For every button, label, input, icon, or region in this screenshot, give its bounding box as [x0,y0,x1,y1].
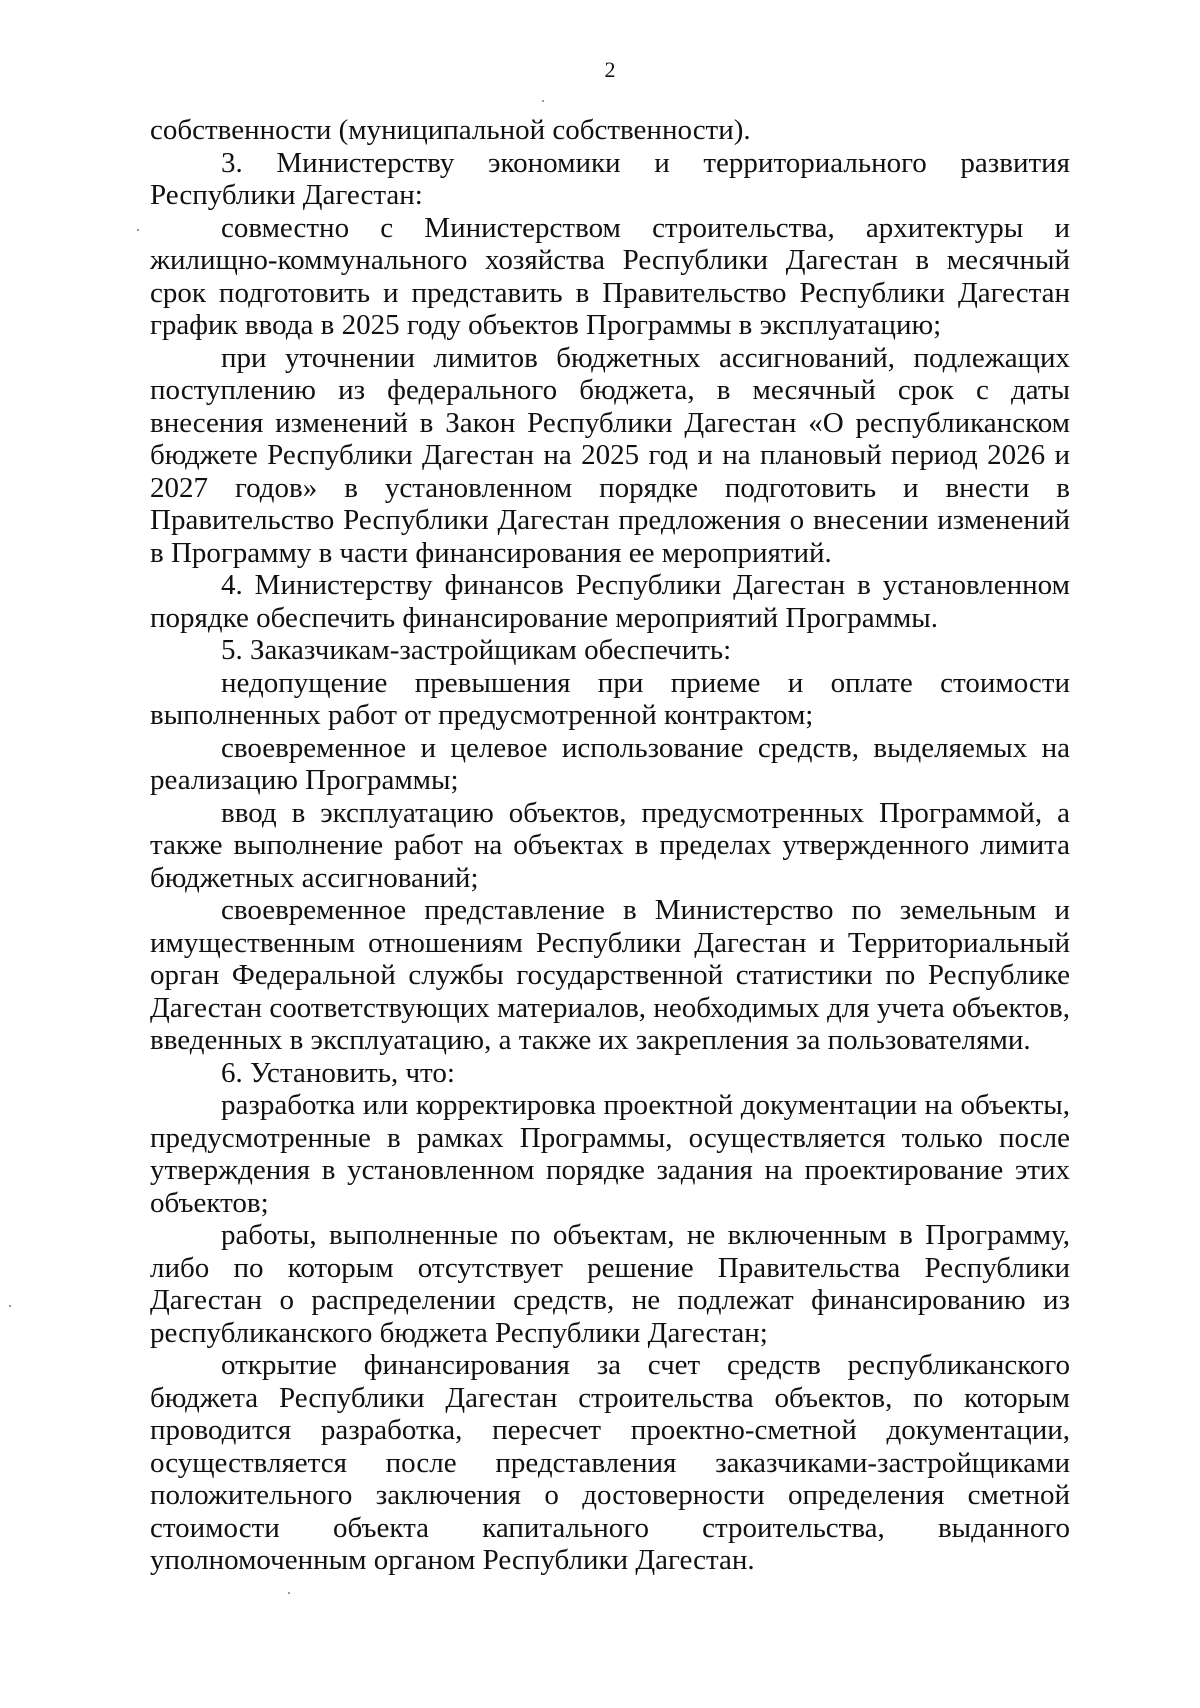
paragraph: ввод в эксплуатацию объектов, предусмотренных Программой, а также выполнение работ на объектах в пределах утвержденного лимита бюджетных ассигнований; [150,796,1070,894]
scan-speck [9,1305,11,1307]
scan-speck [137,229,139,231]
paragraph: разработка или корректировка проектной документации на объекты, предусмотренные в рамках Программы, осуществляется только после утверждения в установленном порядке задания на проектирование этих объектов; [150,1089,1070,1219]
page-number: 2 [604,57,616,82]
paragraph: 6. Установить, что: [221,1056,455,1089]
paragraph: открытие финансирования за счет средств республиканского бюджета Республики Дагестан строительства объектов, по которым проводится разработка, пересчет проектно-сметной документации, осуществляется после представления заказчиками-застройщиками положительного заключения о достоверности определения сметной стоимости объекта капитального строительства, выданного уполномоченным органом Республики Дагестан. [150,1349,1070,1576]
paragraph: 4. Министерству финансов Республики Дагестан в установленном порядке обеспечить финансирование мероприятий Программы. [150,569,1070,634]
paragraph: своевременное представление в Министерство по земельным и имущественным отношениям Республики Дагестан и Территориальный орган Федеральной службы государственной статистики по Республике Дагестан соответствующих материалов, необходимых для учета объектов, введенных в эксплуатацию, а также их закрепления за пользователями. [150,894,1070,1056]
paragraph: своевременное и целевое использование средств, выделяемых на реализацию Программы; [150,731,1070,796]
paragraph: работы, выполненные по объектам, не включенным в Программу, либо по которым отсутствует решение Правительства Республики Дагестан о распределении средств, не подлежат финансированию из республиканского бюджета Республики Дагестан; [150,1219,1070,1349]
scan-speck [542,100,544,102]
document-body [150,114,1070,1577]
paragraph: 5. Заказчикам-застройщикам обеспечить: [221,634,732,666]
paragraph: собственности (муниципальной собственности). [150,114,751,146]
scan-speck [288,1592,290,1594]
paragraph: совместно с Министерством строительства, архитектуры и жилищно-коммунального хозяйства Республики Дагестан в месячный срок подготовить и представить в Правительство Республики Дагестан график ввода в 2025 году объектов Программы в эксплуатацию; [150,211,1070,341]
paragraph: при уточнении лимитов бюджетных ассигнований, подлежащих поступлению из федерального бюджета, в месячный срок с даты внесения изменений в Закон Республики Дагестан «О республиканском бюджете Республики Дагестан на 2025 год и на плановый период 2026 и 2027 годов» в установленном порядке подготовить и внести в Правительство Республики Дагестан предложения о внесении изменений в Программу в части финансирования ее мероприятий. [150,341,1070,569]
paragraph: недопущение превышения при приеме и оплате стоимости выполненных работ от предусмотренной контрактом; [150,666,1070,731]
paragraph: 3. Министерству экономики и территориального развития Республики Дагестан: [150,146,1070,211]
